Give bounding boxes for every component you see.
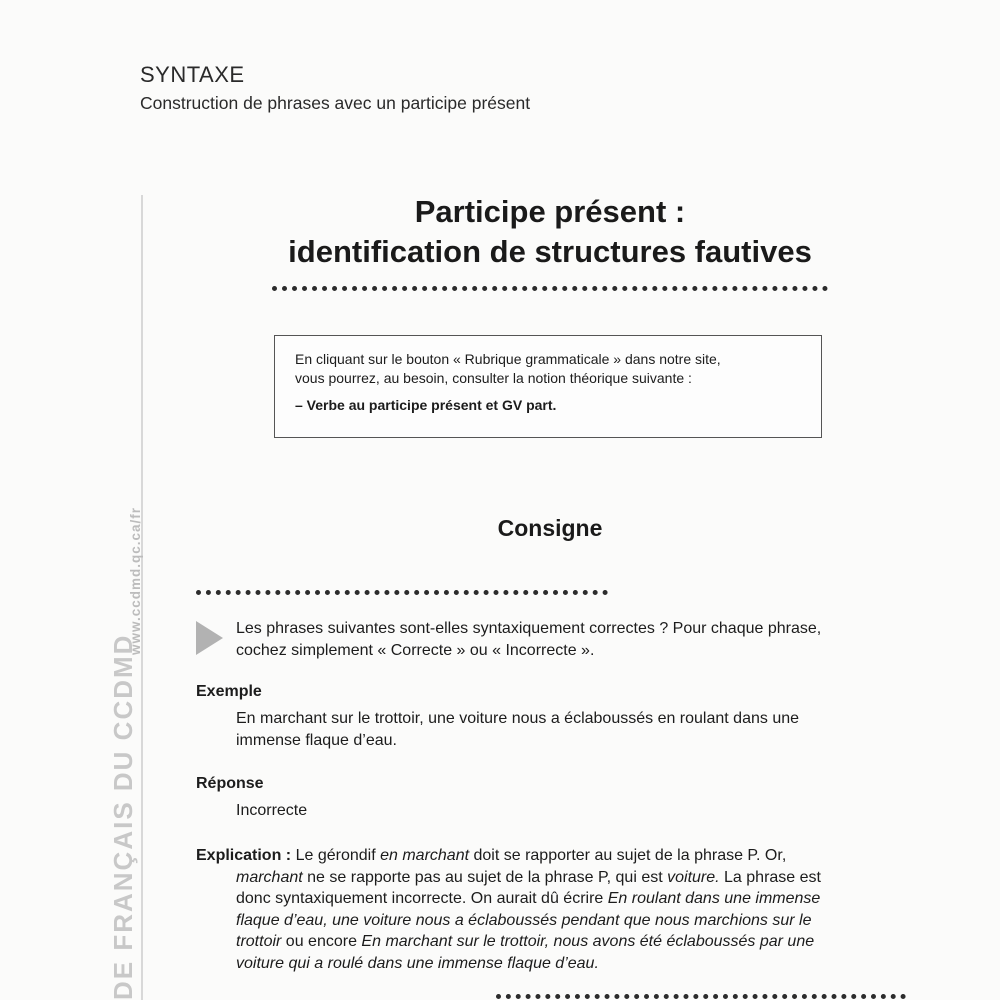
exemple-label: Exemple xyxy=(196,683,262,700)
exemple-text xyxy=(236,708,916,752)
info-text-line1: En cliquant sur le bouton « Rubrique grammaticale » dans notre site, xyxy=(295,351,721,367)
info-item: – Verbe au participe présent et GV part. xyxy=(295,397,557,413)
info-text-line2: vous pourrez, au besoin, consulter la notion théorique suivante : xyxy=(295,370,692,386)
arrow-icon xyxy=(196,621,223,655)
page-title-line2: identification de structures fautives xyxy=(288,234,812,269)
instructions xyxy=(236,618,916,662)
dotted-divider xyxy=(196,590,608,595)
dotted-divider xyxy=(272,286,828,291)
page-title-line1: Participe présent : xyxy=(414,194,686,229)
explication-line5: trottoir ou encore En marchant sur le trottoir, nous avons été éclaboussés par une xyxy=(236,933,815,950)
info-box xyxy=(274,335,822,438)
sidebar-brand: DE FRANÇAIS DU CCDMD xyxy=(108,633,138,1000)
explication-line1: Explication : Le gérondif en marchant doit se rapporter au sujet de la phrase P. Or, xyxy=(196,847,787,864)
reponse-label: Réponse xyxy=(196,775,264,792)
dotted-divider xyxy=(496,994,906,999)
explication-label: Explication : xyxy=(196,847,292,864)
instructions-line2: cochez simplement « Correcte » ou « Incorrecte ». xyxy=(236,642,595,659)
explication-line3: donc syntaxiquement incorrecte. On aurait dû écrire En roulant dans une immense xyxy=(236,890,821,907)
exemple-line2: immense flaque d’eau. xyxy=(236,732,397,749)
section-subtitle: Construction de phrases avec un participe présent xyxy=(140,93,531,113)
consigne-heading: Consigne xyxy=(497,515,603,541)
exemple-line1: En marchant sur le trottoir, une voiture nous a éclaboussés en roulant dans une xyxy=(236,710,800,727)
explication-line2: marchant ne se rapporte pas au sujet de la phrase P, qui est voiture. La phrase est xyxy=(236,868,821,886)
explication-line4: flaque d’eau, une voiture nous a éclaboussés pendant que nous marchions sur le xyxy=(236,911,812,929)
explication-line6: voiture qui a roulé dans une immense flaque d’eau. xyxy=(236,954,599,972)
reponse-text: Incorrecte xyxy=(236,802,308,819)
page-title xyxy=(200,192,900,272)
sidebar-url: www.ccdmd.qc.ca/fr xyxy=(128,506,143,655)
instructions-line1: Les phrases suivantes sont-elles syntaxiquement correctes ? Pour chaque phrase, xyxy=(236,620,822,637)
explication xyxy=(196,845,906,974)
section-title: SYNTAXE xyxy=(140,62,245,87)
